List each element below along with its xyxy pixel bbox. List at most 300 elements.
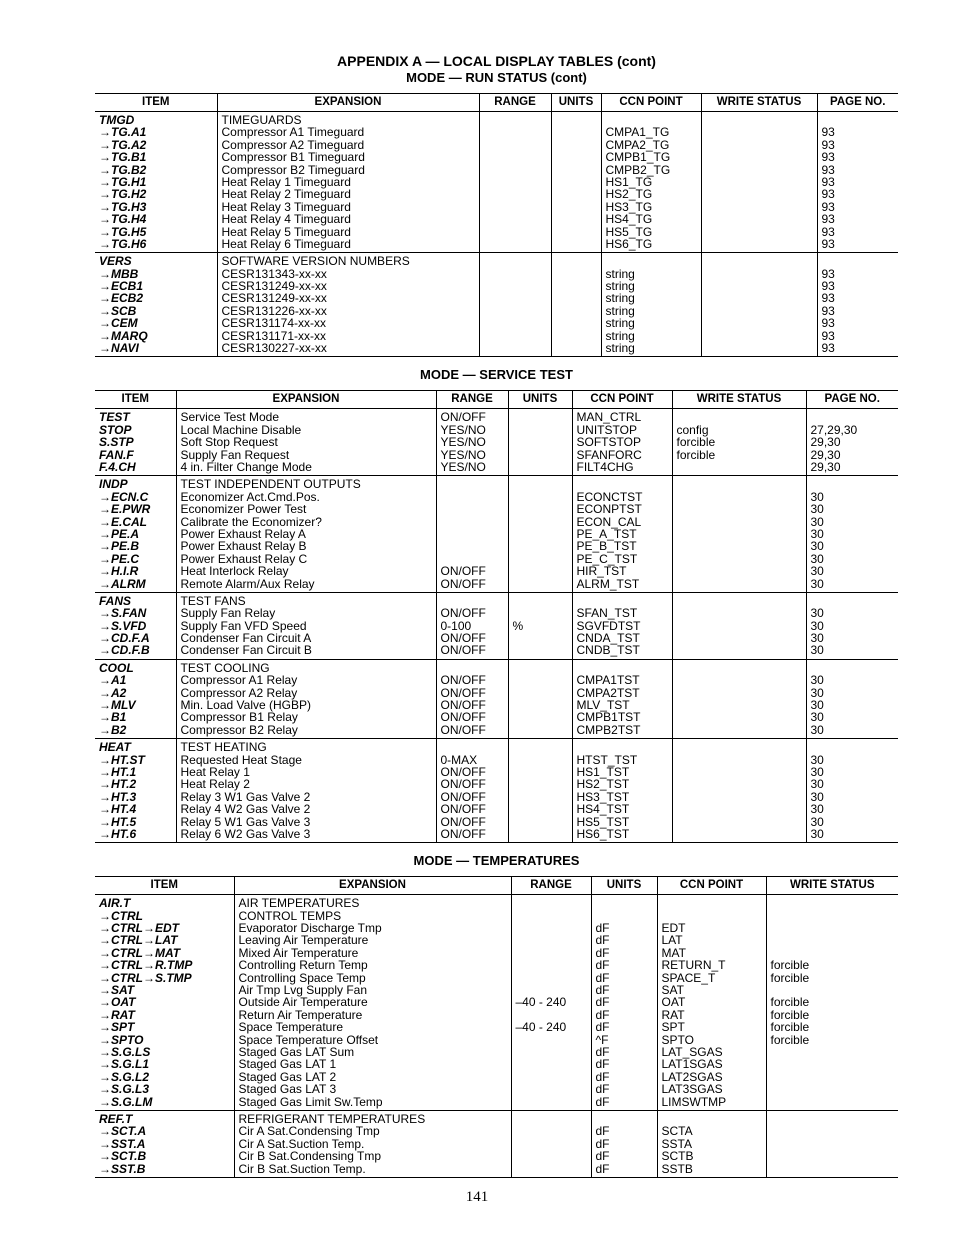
cell-line — [516, 1058, 588, 1070]
cell-line: →ECB1 — [99, 279, 144, 294]
cell-line — [513, 816, 569, 828]
cell-line — [677, 528, 803, 540]
cell-line: Service Test Mode — [180, 410, 279, 425]
column-header: UNITS — [551, 94, 601, 112]
cell-line: dF — [595, 1082, 610, 1097]
cell-line — [556, 188, 598, 200]
cell-line: dF — [595, 921, 610, 936]
page-no-cell — [817, 112, 898, 253]
cell-line: SCTB — [661, 1149, 694, 1164]
cell-line — [513, 436, 569, 448]
cell-line — [706, 126, 814, 138]
cell-line: CMPB2_TG — [605, 162, 671, 177]
cell-line: CONTROL TEMPS — [238, 908, 342, 923]
cell-line: dF — [595, 1045, 610, 1059]
cell-line — [516, 1163, 588, 1175]
cell-line: Outside Air Temperature — [238, 995, 368, 1010]
ccn-point-cell — [572, 592, 672, 659]
range-cell — [436, 659, 508, 738]
cell-line — [811, 741, 896, 753]
item-cell — [95, 112, 217, 253]
write-status-cell — [672, 476, 806, 593]
cell-line: LAT2SGAS — [661, 1069, 723, 1084]
cell-line: dF — [595, 1136, 610, 1151]
cell-line: HTST_TST — [576, 752, 638, 767]
cell-line — [513, 503, 569, 515]
cell-line — [516, 1046, 588, 1058]
cell-line: dF — [595, 1007, 610, 1022]
cell-line — [484, 268, 548, 280]
cell-line: Return Air Temperature — [238, 1007, 363, 1022]
cell-line: RETURN_T — [661, 958, 726, 973]
cell-line: dF — [595, 1069, 610, 1084]
cell-line: 93 — [821, 328, 835, 343]
temperatures-table — [95, 876, 898, 1178]
cell-line — [677, 644, 803, 656]
cell-line — [484, 201, 548, 213]
cell-line — [706, 330, 814, 342]
cell-line — [706, 139, 814, 151]
cell-line: Controlling Space Temp — [238, 970, 366, 985]
cell-line: →TG.H1 — [99, 174, 147, 189]
cell-line: →TG.H5 — [99, 224, 147, 239]
cell-line — [677, 754, 803, 766]
cell-line — [513, 411, 569, 423]
units-cell — [591, 895, 657, 1111]
cell-line: Air Tmp Lvg Supply Fan — [238, 983, 368, 998]
cell-line: Condenser Fan Circuit A — [180, 631, 312, 646]
cell-line — [516, 1083, 588, 1095]
cell-line: →TG.B2 — [99, 162, 147, 177]
cell-line — [556, 305, 598, 317]
cell-line: YES/NO — [440, 459, 486, 474]
cell-line: →B1 — [99, 710, 127, 725]
cell-line: 93 — [821, 341, 835, 356]
cell-line: Supply Fan Relay — [180, 606, 276, 621]
cell-line: →SPT — [99, 1020, 135, 1035]
cell-line: →S.G.LM — [99, 1094, 153, 1109]
cell-line: 93 — [821, 212, 835, 227]
cell-line: string — [605, 303, 635, 318]
cell-line: 30 — [810, 502, 824, 517]
cell-line — [677, 699, 803, 711]
cell-line: LAT_SGAS — [661, 1045, 723, 1059]
cell-line: 0-MAX — [440, 752, 478, 767]
cell-line — [556, 151, 598, 163]
range-cell — [436, 739, 508, 843]
column-header: WRITE STATUS — [766, 877, 898, 895]
cell-line — [441, 741, 505, 753]
cell-line: →PE.B — [99, 539, 140, 554]
cell-line: SPTO — [661, 1032, 694, 1047]
column-header: CCN POINT — [601, 94, 701, 112]
range-cell — [436, 592, 508, 659]
cell-line: →TG.A2 — [99, 137, 147, 152]
cell-line — [513, 741, 569, 753]
cell-line: SSTB — [661, 1161, 693, 1176]
cell-line — [771, 934, 896, 946]
cell-line — [677, 711, 803, 723]
cell-line: →MLV — [99, 698, 136, 713]
cell-line — [516, 1034, 588, 1046]
ccn-point-cell — [601, 253, 701, 357]
cell-line — [556, 201, 598, 213]
cell-line — [677, 791, 803, 803]
cell-line — [706, 238, 814, 250]
cell-line: TEST — [99, 410, 130, 425]
cell-line: Soft Stop Request — [180, 435, 278, 450]
write-status-cell — [766, 1110, 898, 1177]
cell-line: CMPB2TST — [576, 722, 641, 737]
ccn-point-cell — [572, 739, 672, 843]
cell-line: 30 — [810, 631, 824, 646]
cell-line: REF.T — [99, 1111, 133, 1126]
cell-line: Relay 3 W1 Gas Valve 2 — [180, 789, 311, 804]
cell-line: Cir B Sat.Suction Temp. — [238, 1161, 366, 1176]
cell-line: 93 — [821, 199, 835, 214]
cell-line: 29,30 — [810, 447, 841, 462]
cell-line: CESR131249-xx-xx — [221, 291, 327, 306]
column-header: WRITE STATUS — [672, 391, 806, 409]
cell-line: FANS — [99, 593, 132, 608]
cell-line: 4 in. Filter Change Mode — [180, 459, 312, 474]
cell-line: 30 — [810, 777, 824, 792]
cell-line — [513, 478, 569, 490]
service-test-table — [95, 390, 898, 843]
cell-line: Cir A Sat.Suction Temp. — [238, 1136, 365, 1151]
cell-line: →ECB2 — [99, 291, 144, 306]
cell-line: STOP — [99, 422, 132, 437]
cell-line: 30 — [810, 526, 824, 541]
cell-line: →TG.H4 — [99, 212, 147, 227]
column-header: EXPANSION — [234, 877, 511, 895]
cell-line — [771, 1058, 896, 1070]
cell-line: ON/OFF — [440, 673, 486, 688]
cell-line: CESR131171-xx-xx — [221, 328, 326, 343]
cell-line: Controlling Return Temp — [238, 958, 368, 973]
cell-line — [771, 1083, 896, 1095]
cell-line — [811, 478, 896, 490]
cell-line — [771, 1125, 896, 1137]
cell-line — [771, 1071, 896, 1083]
cell-line: Heat Interlock Relay — [180, 564, 289, 579]
cell-line: HS4_TST — [576, 802, 630, 817]
cell-line — [484, 238, 548, 250]
cell-line: TMGD — [99, 113, 135, 127]
cell-line: 30 — [810, 764, 824, 779]
cell-line: ON/OFF — [440, 410, 486, 425]
cell-line: 93 — [821, 162, 835, 177]
cell-line: 93 — [821, 236, 835, 251]
cell-line: ON/OFF — [440, 764, 486, 779]
cell-line — [556, 139, 598, 151]
cell-line — [677, 828, 803, 840]
cell-line: →CD.F.A — [99, 631, 150, 646]
cell-line: HS2_TST — [576, 777, 630, 792]
cell-line — [556, 280, 598, 292]
cell-line — [513, 565, 569, 577]
cell-line — [822, 255, 896, 267]
cell-line — [677, 540, 803, 552]
cell-line: →S.G.L1 — [99, 1057, 150, 1072]
cell-line: SSTA — [661, 1136, 692, 1151]
cell-line: SCTA — [661, 1124, 693, 1139]
cell-line: REFRIGERANT TEMPERATURES — [238, 1111, 426, 1126]
ccn-point-cell — [572, 409, 672, 476]
expansion-cell — [176, 476, 436, 593]
cell-line: →S.G.LS — [99, 1045, 151, 1059]
cell-line — [516, 934, 588, 946]
cell-line: Staged Gas Limit Sw.Temp — [238, 1094, 383, 1109]
units-cell — [508, 739, 572, 843]
cell-line: Compressor B1 Timeguard — [221, 150, 365, 165]
cell-line: →A1 — [99, 673, 127, 688]
cell-line: string — [605, 341, 635, 356]
range-cell — [479, 253, 551, 357]
cell-line: Compressor A1 Timeguard — [221, 125, 365, 140]
cell-line: →CTRL→MAT — [99, 945, 181, 960]
cell-line — [771, 910, 896, 922]
units-cell — [508, 476, 572, 593]
cell-line: Heat Relay 3 Timeguard — [221, 199, 351, 214]
cell-line — [771, 897, 896, 909]
cell-line: forcible — [770, 1020, 810, 1035]
cell-line — [577, 478, 669, 490]
column-header: RANGE — [511, 877, 591, 895]
cell-line: Remote Alarm/Aux Relay — [180, 576, 315, 591]
ccn-point-cell — [657, 895, 766, 1111]
cell-line: Compressor A1 Relay — [180, 673, 298, 688]
cell-line: TEST COOLING — [180, 660, 270, 675]
cell-line — [677, 411, 803, 423]
cell-line: →HT.6 — [99, 826, 137, 841]
cell-line: Staged Gas LAT 3 — [238, 1082, 337, 1097]
cell-line: →SPTO — [99, 1032, 144, 1047]
cell-line: FILT4CHG — [576, 459, 634, 474]
cell-line: forcible — [770, 1007, 810, 1022]
run-status-title: MODE — RUN STATUS (cont) — [406, 70, 587, 85]
column-header: UNITS — [508, 391, 572, 409]
cell-line — [484, 114, 548, 126]
cell-line: Compressor B2 Timeguard — [221, 162, 365, 177]
write-status-cell — [701, 112, 817, 253]
page-no-cell — [806, 739, 898, 843]
cell-line: ECONCTST — [576, 489, 643, 504]
cell-line: Heat Relay 6 Timeguard — [221, 236, 351, 251]
cell-line: 93 — [821, 224, 835, 239]
cell-line — [706, 342, 814, 354]
cell-line: TEST FANS — [180, 593, 246, 608]
cell-line: EDT — [661, 921, 686, 936]
cell-line: Space Temperature Offset — [238, 1032, 379, 1047]
cell-line: CNDA_TST — [576, 631, 640, 646]
cell-line: YES/NO — [440, 422, 486, 437]
cell-line: HS6_TG — [605, 236, 653, 251]
cell-line — [441, 528, 505, 540]
cell-line: FAN.F — [99, 447, 134, 462]
cell-line: CMPA2_TG — [605, 137, 670, 152]
cell-line — [706, 114, 814, 126]
cell-line: forcible — [770, 995, 810, 1010]
cell-line: →PE.A — [99, 526, 140, 541]
cell-line — [677, 674, 803, 686]
expansion-cell — [217, 253, 479, 357]
cell-line: ON/OFF — [440, 576, 486, 591]
cell-line: HS1_TST — [576, 764, 630, 779]
cell-line: Heat Relay 5 Timeguard — [221, 224, 351, 239]
write-status-cell — [672, 592, 806, 659]
cell-line — [516, 1113, 588, 1125]
cell-line: Min. Load Valve (HGBP) — [180, 698, 311, 713]
cell-line: 93 — [821, 174, 835, 189]
write-status-cell — [672, 659, 806, 738]
cell-line: Calibrate the Economizer? — [180, 514, 322, 529]
cell-line — [484, 280, 548, 292]
cell-line: Heat Relay 1 — [180, 764, 250, 779]
cell-line: 93 — [821, 279, 835, 294]
cell-line — [516, 959, 588, 971]
expansion-cell — [176, 659, 436, 738]
cell-line: Compressor B2 Relay — [180, 722, 298, 737]
expansion-cell — [176, 409, 436, 476]
cell-line: HS2_TG — [605, 187, 653, 202]
cell-line: →HT.3 — [99, 789, 137, 804]
item-cell — [95, 409, 176, 476]
cell-line — [513, 461, 569, 473]
cell-line: Cir B Sat.Condensing Tmp — [238, 1149, 382, 1164]
cell-line: MAN_CTRL — [576, 410, 642, 425]
cell-line: →CEM — [99, 316, 138, 331]
item-cell — [95, 253, 217, 357]
cell-line — [516, 1138, 588, 1150]
cell-line: LAT3SGAS — [661, 1082, 723, 1097]
cell-line: →OAT — [99, 995, 136, 1010]
cell-line — [677, 461, 803, 473]
cell-line: Compressor A2 Timeguard — [221, 137, 365, 152]
cell-line: 30 — [810, 673, 824, 688]
cell-line: 30 — [810, 710, 824, 725]
cell-line — [484, 305, 548, 317]
cell-line: Cir A Sat.Condensing Tmp — [238, 1124, 380, 1139]
table-row — [95, 253, 898, 357]
cell-line: 30 — [810, 539, 824, 554]
cell-line: 30 — [810, 606, 824, 621]
cell-line: config — [676, 422, 709, 437]
cell-line: 30 — [810, 551, 824, 566]
cell-line: PE_B_TST — [576, 539, 637, 554]
cell-line — [484, 226, 548, 238]
cell-line — [513, 791, 569, 803]
cell-line: ECON_CAL — [576, 514, 642, 529]
cell-line: HS4_TG — [605, 212, 653, 227]
cell-line — [516, 1096, 588, 1108]
cell-line — [677, 595, 803, 607]
cell-line: forcible — [770, 970, 810, 985]
cell-line: CESR131226-xx-xx — [221, 303, 327, 318]
cell-line: →TG.H2 — [99, 187, 147, 202]
column-header: PAGE NO. — [817, 94, 898, 112]
cell-line — [706, 151, 814, 163]
cell-line: TIMEGUARDS — [221, 113, 302, 127]
cell-line — [556, 176, 598, 188]
cell-line: Relay 6 W2 Gas Valve 3 — [180, 826, 311, 841]
cell-line: →SCT.A — [99, 1124, 147, 1139]
cell-line: Heat Relay 4 Timeguard — [221, 212, 351, 227]
cell-line: 29,30 — [810, 459, 841, 474]
cell-line: 93 — [821, 291, 835, 306]
table-row — [95, 476, 898, 593]
cell-line: Relay 4 W2 Gas Valve 2 — [180, 802, 311, 817]
cell-line: string — [605, 279, 635, 294]
ccn-point-cell — [572, 476, 672, 593]
cell-line — [484, 176, 548, 188]
cell-line: CESR131174-xx-xx — [221, 316, 326, 331]
cell-line — [484, 342, 548, 354]
cell-line: SFANFORC — [576, 447, 642, 462]
cell-line: 30 — [810, 722, 824, 737]
cell-line — [677, 662, 803, 674]
page-no-cell — [806, 659, 898, 738]
cell-line: 30 — [810, 685, 824, 700]
write-status-cell — [672, 409, 806, 476]
cell-line: PE_C_TST — [576, 551, 638, 566]
temperatures-title: MODE — TEMPERATURES — [413, 853, 580, 869]
cell-line: forcible — [676, 447, 716, 462]
cell-line — [513, 644, 569, 656]
cell-line: →MBB — [99, 266, 139, 281]
cell-line — [484, 188, 548, 200]
cell-line — [484, 255, 548, 267]
item-cell — [95, 895, 234, 1111]
cell-line: →MARQ — [99, 328, 148, 343]
cell-line — [771, 1046, 896, 1058]
cell-line: 93 — [821, 137, 835, 152]
page-no-cell — [806, 409, 898, 476]
cell-line: ON/OFF — [440, 710, 486, 725]
cell-line — [484, 292, 548, 304]
cell-line — [771, 1096, 896, 1108]
cell-line: →A2 — [99, 685, 127, 700]
cell-line — [484, 317, 548, 329]
cell-line: dF — [595, 1057, 610, 1072]
column-header: EXPANSION — [217, 94, 479, 112]
cell-line: OAT — [661, 995, 686, 1010]
column-header: ITEM — [95, 391, 176, 409]
cell-line: CMPA1TST — [576, 673, 640, 688]
cell-line — [677, 565, 803, 577]
cell-line — [706, 317, 814, 329]
cell-line: SOFTWARE VERSION NUMBERS — [221, 254, 410, 269]
cell-line: CMPA2TST — [576, 685, 640, 700]
cell-line: dF — [595, 1149, 610, 1164]
cell-line: CMPB1_TG — [605, 150, 671, 165]
cell-line — [771, 1138, 896, 1150]
table-row — [95, 739, 898, 843]
cell-line — [677, 516, 803, 528]
cell-line: INDP — [99, 477, 128, 492]
cell-line: 29,30 — [810, 435, 841, 450]
cell-line: Staged Gas LAT Sum — [238, 1045, 355, 1059]
cell-line: SFAN_TST — [576, 606, 638, 621]
service-test-title: MODE — SERVICE TEST — [420, 367, 573, 383]
cell-line: →S.FAN — [99, 606, 147, 621]
cell-line: dF — [595, 933, 610, 948]
cell-line: 93 — [821, 125, 835, 140]
cell-line — [677, 816, 803, 828]
cell-line: Economizer Act.Cmd.Pos. — [180, 489, 320, 504]
cell-line — [677, 632, 803, 644]
cell-line: ON/OFF — [440, 802, 486, 817]
